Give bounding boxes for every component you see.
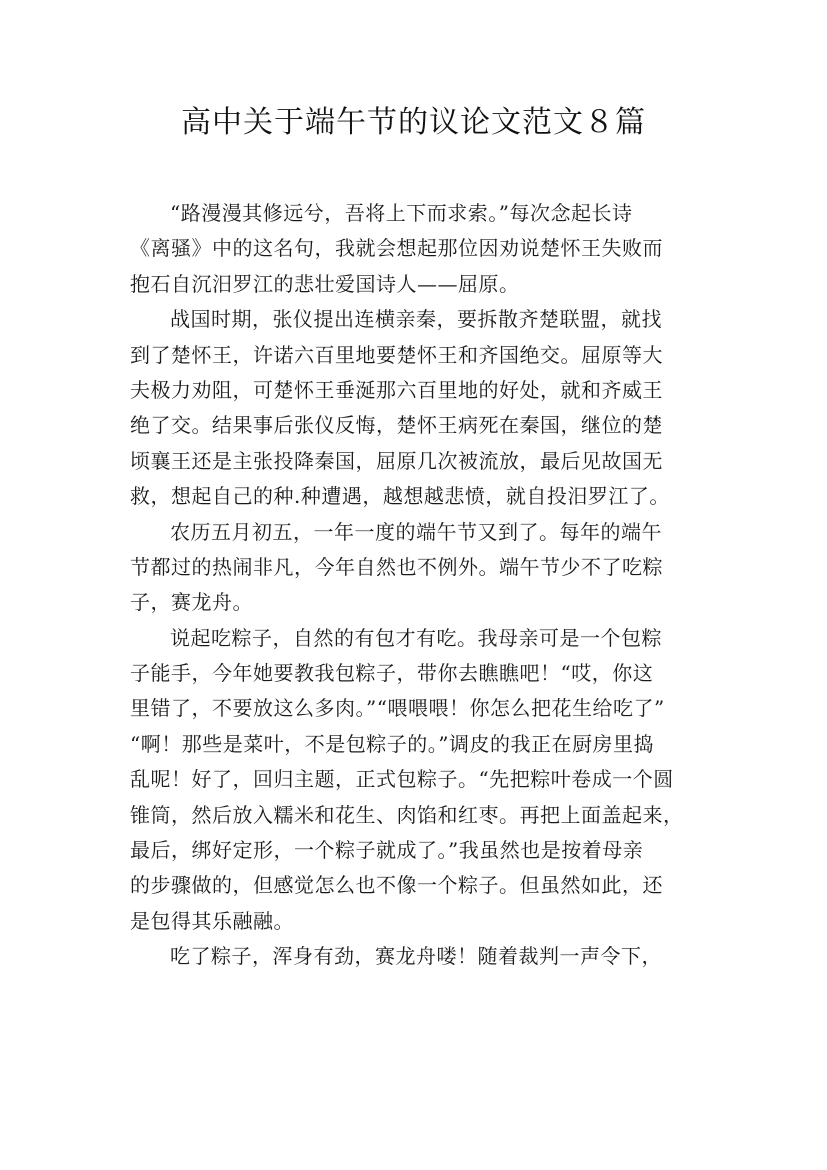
body-line: 抱石自沉汨罗江的悲壮爱国诗人——屈原。 xyxy=(130,271,520,296)
body-line: 锥筒，然后放入糯米和花生、肉馅和红枣。再把上面盖起来， xyxy=(130,802,684,827)
body-line: 的步骤做的，但感觉怎么也不像一个粽子。但虽然如此，还 xyxy=(130,873,663,898)
body-line: 《离骚》中的这名句，我就会想起那位因劝说楚怀王失败而 xyxy=(130,236,663,261)
body-line: 救，想起自己的种.种遭遇，越想越悲愤，就自投汨罗江了。 xyxy=(130,484,670,509)
body-line: 战国时期，张仪提出连横亲秦，要拆散齐楚联盟，就找 xyxy=(170,307,662,332)
body-line: 里错了，不要放这么多肉。”“喂喂喂！你怎么把花生给吃了” xyxy=(130,696,665,721)
body-line: “路漫漫其修远兮，吾将上下而求索。”每次念起长诗 xyxy=(170,201,633,225)
body-line: 吃了粽子，浑身有劲，赛龙舟喽！随着裁判一声令下， xyxy=(170,944,662,969)
body-line: 到了楚怀王，许诺六百里地要楚怀王和齐国绝交。屈原等大 xyxy=(130,342,663,367)
body-line: 子，赛龙舟。 xyxy=(130,590,253,615)
body-line: 夫极力劝阻，可楚怀王垂涎那六百里地的好处，就和齐威王 xyxy=(130,377,663,402)
body-line: 绝了交。结果事后张仪反悔，楚怀王病死在秦国，继位的楚 xyxy=(130,413,663,438)
body-line: 最后，绑好定形，一个粽子就成了。”我虽然也是按着母亲 xyxy=(130,838,644,863)
body-line: 节都过的热闹非凡，今年自然也不例外。端午节少不了吃粽 xyxy=(130,554,663,579)
body-line: 子能手，今年她要教我包粽子，带你去瞧瞧吧！“哎，你这 xyxy=(130,661,654,686)
body-line: 乱呢！好了，回归主题，正式包粽子。“先把粽叶卷成一个圆 xyxy=(130,767,674,792)
body-line: “啊！那些是菜叶，不是包粽子的。”调皮的我正在厨房里捣 xyxy=(130,731,654,756)
body-line: 说起吃粽子，自然的有包才有吃。我母亲可是一个包粽 xyxy=(170,625,662,650)
document-body xyxy=(130,196,710,975)
body-line: 农历五月初五，一年一度的端午节又到了。每年的端午 xyxy=(170,519,662,544)
body-line: 顷襄王还是主张投降秦国，屈原几次被流放，最后见故国无 xyxy=(130,448,663,473)
body-line: 是包得其乐融融。 xyxy=(130,908,294,933)
document-title: 高中关于端午节的议论文范文８篇 xyxy=(181,105,646,140)
